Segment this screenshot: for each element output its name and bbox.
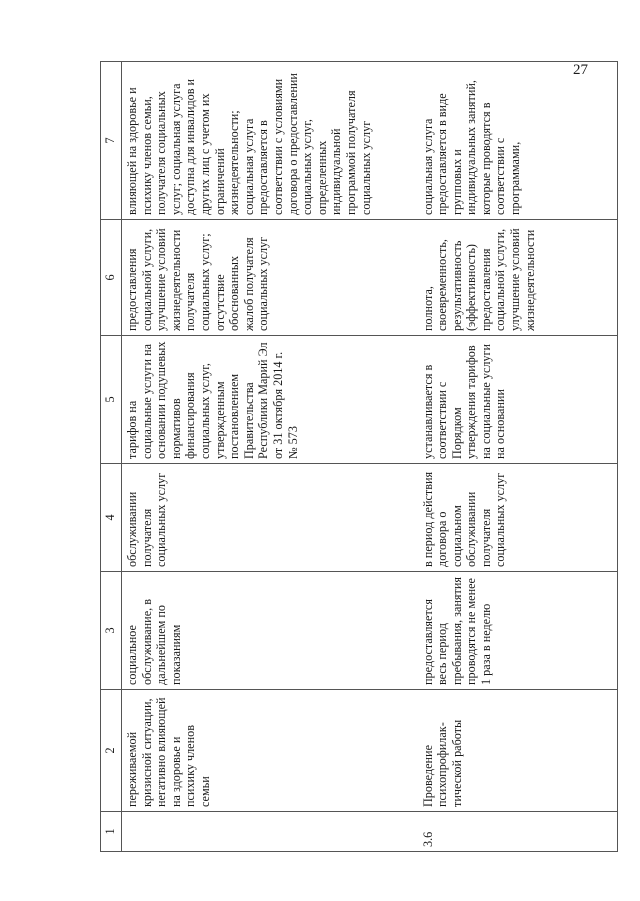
quality-indicators-cell: полнота, своевременность, результативность (эффективность) предоставления социальной услуги, улучшение условий жизнедеятельности	[418, 220, 618, 336]
service-name-cell: Проведение психопрофилак-тической работы	[418, 690, 618, 812]
rotated-table-container	[100, 62, 620, 852]
service-name-cell: переживаемой кризисной ситуации, негативно влияющей на здоровье и психику членов семьи	[122, 690, 418, 812]
table-row	[418, 62, 618, 852]
tariff-cell: тарифов на социальные услуги на основании подушевых нормативов финансирования социальных услуг, утвержденным постановлением Правительства Республики Марий Эл от 31 октября 2014 г. № 573	[122, 336, 418, 464]
column-header: 1	[101, 812, 122, 852]
services-table	[100, 61, 618, 852]
conditions-cell: социальная услуга предоставляется в виде групповых и индивидуальных занятий, которые проводятся в соответствии с программами,	[418, 62, 618, 220]
column-header: 7	[101, 62, 122, 220]
period-cell: в период действия договора о социальном обслуживании получателя социальных услуг	[418, 464, 618, 572]
conditions-cell: влияющей на здоровье и психику членов семьи, получателя социальных услуг; социальная услуга доступна для инвалидов и других лиц с учетом их ограничений жизнедеятельности; социальная услуга предоставляется в соответствии с условиями договора о предоставлении социальных услуг, определенных индивидуальной программой получателя социальных услуг	[122, 62, 418, 220]
table-row	[122, 62, 418, 852]
page-number: 27	[573, 62, 588, 78]
row-number	[122, 812, 418, 852]
header-row	[101, 62, 122, 852]
row-number: 3.6	[418, 812, 618, 852]
column-header: 6	[101, 220, 122, 336]
column-header: 2	[101, 690, 122, 812]
column-header: 3	[101, 572, 122, 690]
tariff-cell: устанавливается в соответствии с Порядком утверждения тарифов на социальные услуги на основании	[418, 336, 618, 464]
column-header: 4	[101, 464, 122, 572]
quality-indicators-cell: предоставления социальной услуги, улучшение условий жизнедеятельности получателя социальных услуг; отсутствие обоснованных жалоб получателя социальных услуг	[122, 220, 418, 336]
delivery-terms-cell: социальное обслуживание, в дальнейшем по показаниям	[122, 572, 418, 690]
column-header: 5	[101, 336, 122, 464]
delivery-terms-cell: предоставляется весь период пребывания, занятия проводятся не менее 1 раза в неделю	[418, 572, 618, 690]
period-cell: обслуживании получателя социальных услуг	[122, 464, 418, 572]
